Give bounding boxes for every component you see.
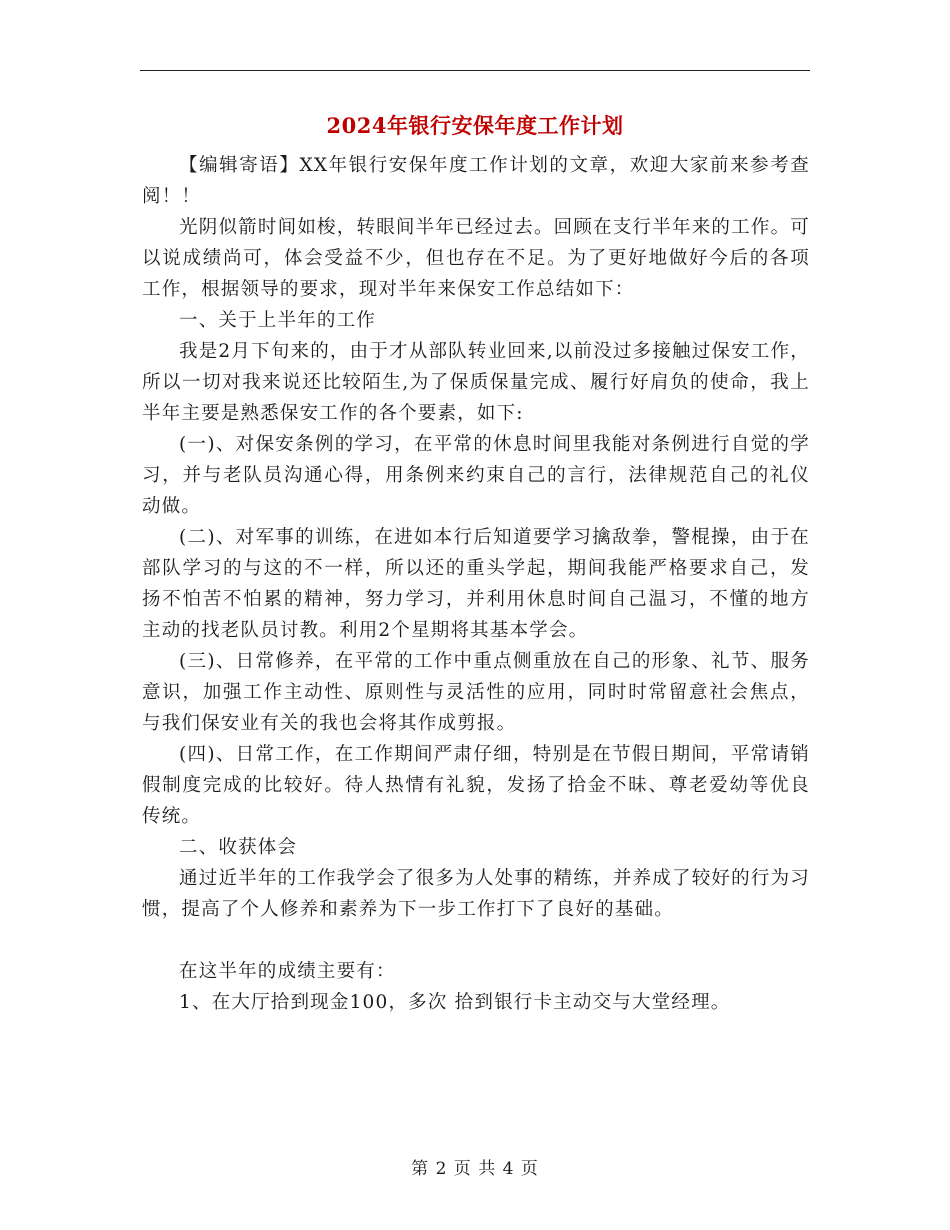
section-heading-2: 二、收获体会 bbox=[179, 837, 298, 858]
achievements-heading: 在这半年的成绩主要有： bbox=[179, 961, 396, 982]
list-item-2: (二)、对军事的训练，在进如本行后知道要学习擒敌拳，警棍操，由于在部队学习的与这的不一样，所以还的重头学起，期间我能严格要求自己，发扬不怕苦不怕累的精神，努力学习，并利用休息时间自己温习，不懂的地方主动的找老队员讨教。利用2个星期将其基本学会。 bbox=[142, 527, 810, 641]
editor-note-paragraph: 【编辑寄语】XX年银行安保年度工作计划的文章，欢迎大家前来参考查阅！！ bbox=[142, 155, 810, 207]
document-body bbox=[142, 150, 810, 1018]
body-paragraph: 我是2月下旬来的，由于才从部队转业回来,以前没过多接触过保安工作，所以一切对我来说还比较陌生,为了保质保量完成、履行好肩负的使命，我上半年主要是熟悉保安工作的各个要素，如下: bbox=[142, 341, 810, 424]
document-title: 2024年银行安保年度工作计划 bbox=[326, 113, 624, 138]
achievement-item-1: 1、在大厅拾到现金100，多次 拾到银行卡主动交与大堂经理。 bbox=[179, 992, 731, 1013]
section-heading-1: 一、关于上半年的工作 bbox=[179, 310, 377, 331]
list-item-1: (一)、对保安条例的学习，在平常的休息时间里我能对条例进行自觉的学习，并与老队员沟通心得，用条例来约束自己的言行，法律规范自己的礼仪动做。 bbox=[142, 434, 810, 517]
header-rule bbox=[140, 70, 810, 71]
body-paragraph: 通过近半年的工作我学会了很多为人处事的精练，并养成了较好的行为习惯，提高了个人修养和素养为下一步工作打下了良好的基础。 bbox=[142, 868, 810, 920]
list-item-4: (四)、日常工作，在工作期间严肃仔细，特别是在节假日期间，平常请销假制度完成的比较好。待人热情有礼貌，发扬了拾金不昧、尊老爱幼等优良传统。 bbox=[142, 744, 810, 827]
intro-paragraph: 光阴似箭时间如梭，转眼间半年已经过去。回顾在支行半年来的工作。可以说成绩尚可，体会受益不少，但也存在不足。为了更好地做好今后的各项工作，根据领导的要求，现对半年来保安工作总结如下： bbox=[142, 217, 810, 300]
page-number-footer: 第 2 页 共 4 页 bbox=[411, 1159, 539, 1179]
list-item-3: (三)、日常修养，在平常的工作中重点侧重放在自己的形象、礼节、服务意识，加强工作主动性、原则性与灵活性的应用，同时时常留意社会焦点，与我们保安业有关的我也会将其作成剪报。 bbox=[142, 651, 810, 734]
